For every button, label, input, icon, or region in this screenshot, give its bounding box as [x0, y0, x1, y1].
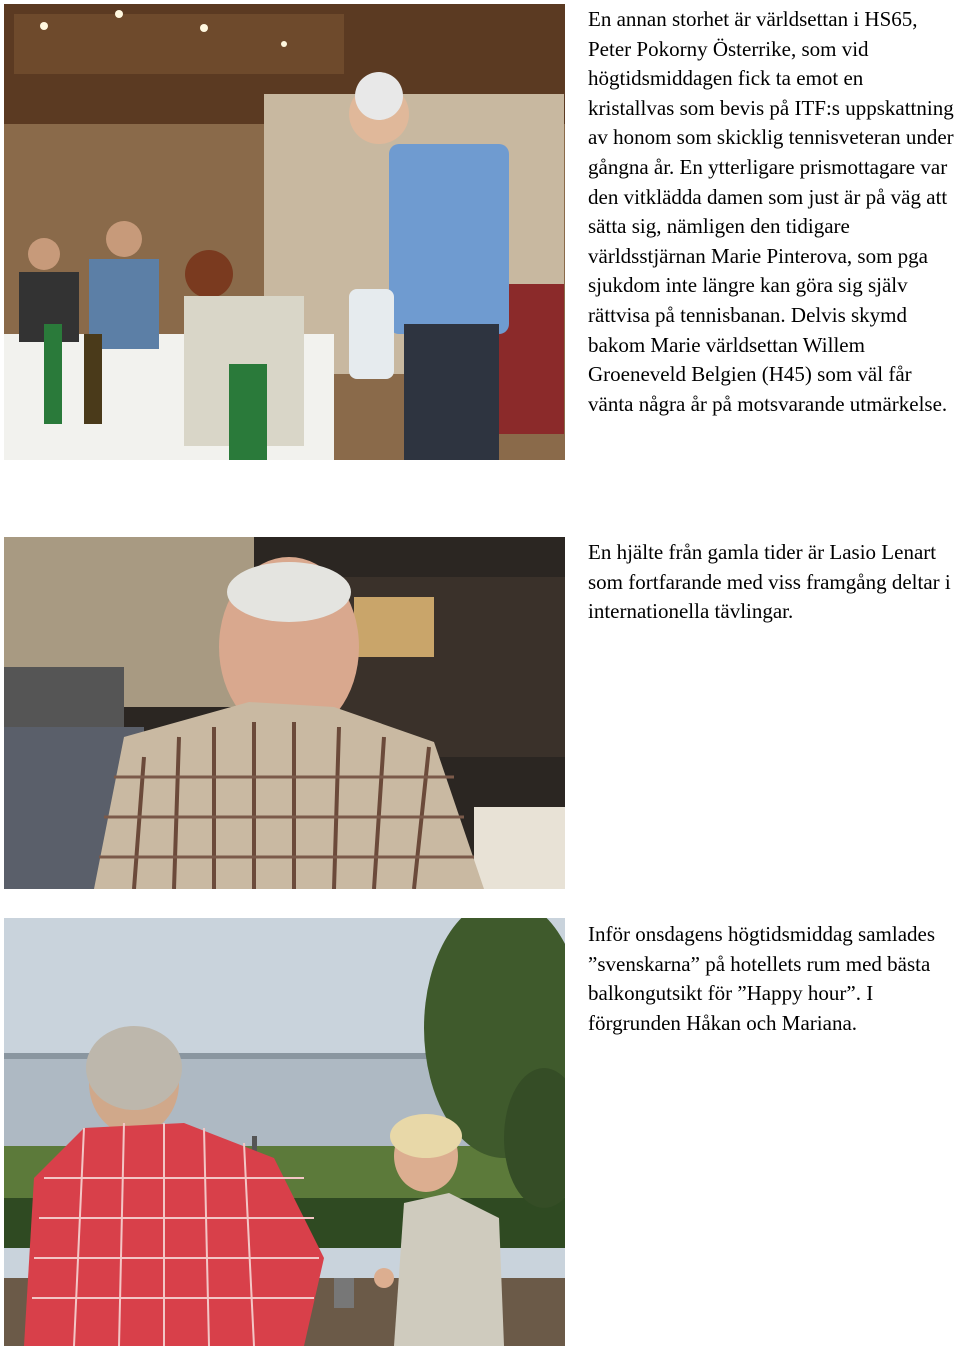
photo-award-dinner	[4, 4, 565, 460]
caption-award-dinner: En annan storhet är världsettan i HS65, Peter Pokorny Österrike, som vid högtidsmiddagen fick ta emot en kristallvas som bevis på ITF:s uppskattning av honom som skicklig tennisveteran under gångna år. En ytterligare prismottagare var den vitklädda damen som just är på väg att sätta sig, nämligen den tidigare världsstjärnan Marie Pinterova, som pga sjukdom inte längre kan göra sig själv rättvisa på tennisbanan. Delvis skymd bakom Marie världsettan Willem Groeneveld Belgien (H45) som väl får vänta några år på motsvarande utmärkelse.	[588, 7, 954, 416]
caption-happy-hour: Inför onsdagens högtidsmiddag samlades ”svenskarna” på hotellets rum med bästa balkongutsikt för ”Happy hour”. I förgrunden Håkan och Mariana.	[588, 922, 936, 1035]
photo-lasio-lenart	[4, 537, 565, 889]
caption-lasio-lenart: En hjälte från gamla tider är Lasio Lenart som fortfarande med viss framgång deltar i internationella tävlingar.	[588, 540, 951, 624]
photo-happy-hour	[4, 918, 565, 1346]
